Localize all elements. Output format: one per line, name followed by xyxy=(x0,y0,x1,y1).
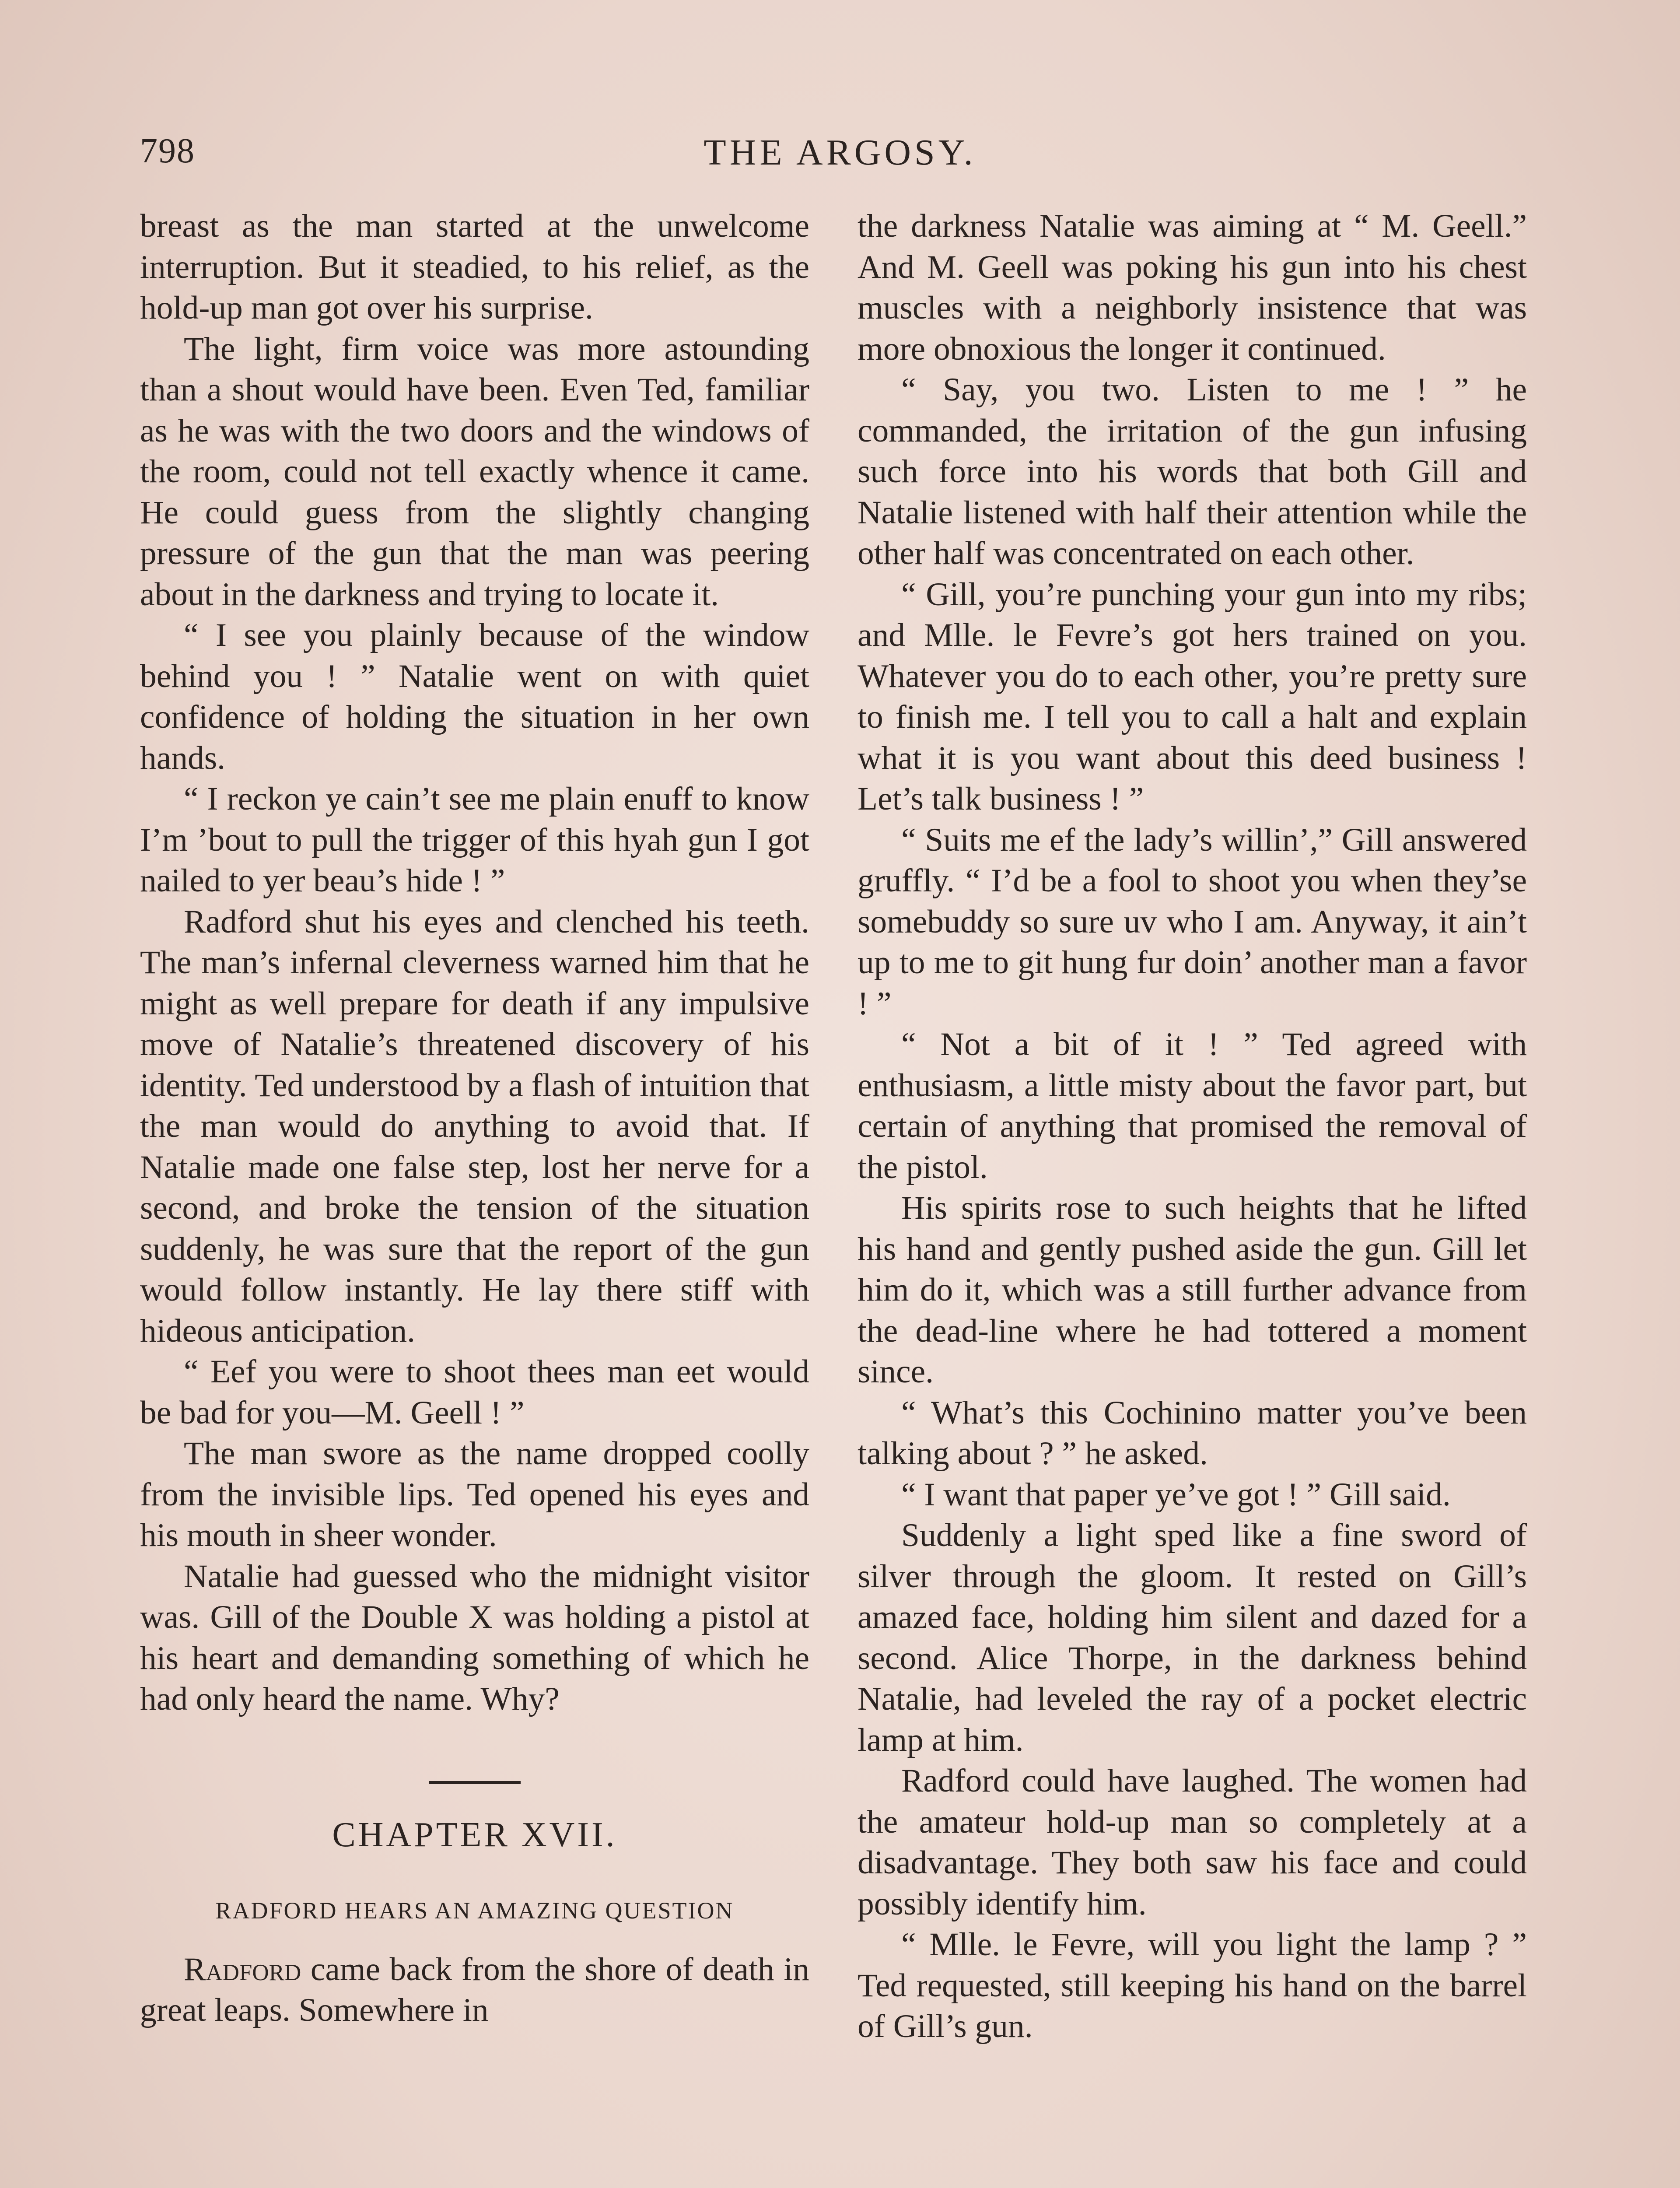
paragraph: His spirits rose to such heights that he lifted his hand and gently pushed aside the gun. Gill let him do it, which was a still further advance from the dead-line where he had tottered a moment since. xyxy=(858,1190,1527,1390)
left-column xyxy=(140,206,809,2031)
paragraph: “ Gill, you’re punching your gun into my ribs; and Mlle. le Fevre’s got hers trained on you. Whatever you do to each other, you’re pretty sure to finish me. I tell you to call a halt and explain what it is you want about this deed business ! Let’s talk business ! ” xyxy=(858,576,1527,817)
paragraph: “ Say, you two. Listen to me ! ” he commanded, the irritation of the gun infusing such force into his words that both Gill and Natalie listened with half their attention while the other half was concentrated on each other. xyxy=(858,372,1527,572)
chapter-subtitle: RADFORD HEARS AN AMAZING QUESTION xyxy=(215,1897,734,1924)
chapter-lead-word: Radford xyxy=(184,1951,301,1988)
paragraph: Suddenly a light sped like a fine sword of silver through the gloom. It rested on Gill’s amazed face, holding him silent and dazed for a second. Alice Thorpe, in the darkness behind Natalie, had leveled the ray of a pocket electric lamp at him. xyxy=(858,1517,1527,1758)
page-number: 798 xyxy=(140,132,195,170)
paragraph: “ I want that paper ye’ve got ! ” Gill said. xyxy=(901,1476,1451,1513)
paragraph: “ Mlle. le Fevre, will you light the lamp ? ” Ted requested, still keeping his hand on the barrel of Gill’s gun. xyxy=(858,1926,1527,2044)
paragraph: Radford shut his eyes and clenched his teeth. The man’s infernal cleverness warned him that he might as well prepare for death if any impulsive move of Natalie’s threatened discovery of his identity. Ted understood by a flash of intuition that the man would do anything to avoid that. If Natalie made one false step, lost her nerve for a second, and broke the tension of the situation suddenly, he was sure that the report of the gun would follow instantly. He lay there stiff with hideous anticipation. xyxy=(140,903,809,1349)
chapter-opening-paragraph xyxy=(140,1949,809,2031)
paragraph: Radford could have laughed. The women had the amateur hold-up man so completely at a disadvantage. They both saw his face and could possibly identify him. xyxy=(858,1763,1527,1922)
paragraph: The man swore as the name dropped coolly from the invisible lips. Ted opened his eyes and his mouth in sheer wonder. xyxy=(140,1435,809,1553)
paragraph: “ Not a bit of it ! ” Ted agreed with enthusiasm, a little misty about the favor part, but certain of anything that promised the removal of the pistol. xyxy=(858,1026,1527,1185)
paragraph: “ What’s this Cochinino matter you’ve been talking about ? ” he asked. xyxy=(858,1394,1527,1472)
paragraph: the darkness Natalie was aiming at “ M. Geell.” And M. Geell was poking his gun into his chest muscles with a neighborly insistence that was more obnoxious the longer it continued. xyxy=(858,208,1527,367)
paragraph: breast as the man started at the unwelcome interruption. But it steadied, to his relief, as the hold-up man got over his surprise. xyxy=(140,208,809,326)
chapter-divider-rule xyxy=(429,1781,521,1784)
paragraph: “ I see you plainly because of the window behind you ! ” Natalie went on with quiet confidence of holding the situation in her own hands. xyxy=(140,617,809,776)
running-head: THE ARGOSY. xyxy=(704,132,976,173)
right-column xyxy=(858,206,1527,2047)
chapter-title: CHAPTER XVII. xyxy=(332,1815,617,1854)
paragraph: “ I reckon ye cain’t see me plain enuff to know I’m ’bout to pull the trigger of this hyah gun I got nailed to yer beau’s hide ! ” xyxy=(140,781,809,899)
paragraph: “ Suits me ef the lady’s willin’,” Gill answered gruffly. “ I’d be a fool to shoot you when they’se somebuddy so sure uv who I am. Anyway, it ain’t up to me to git hung fur doin’ another man a favor ! ” xyxy=(858,821,1527,1022)
chapter-lead-text: came back from the shore of death in great leaps. Somewhere in xyxy=(140,1951,809,2028)
paragraph: “ Eef you were to shoot thees man eet would be bad for you—M. Geell ! ” xyxy=(140,1353,809,1431)
paragraph: Natalie had guessed who the midnight visitor was. Gill of the Double X was holding a pistol at his heart and demanding something of which he had only heard the name. Why? xyxy=(140,1558,809,1717)
paragraph: The light, firm voice was more astounding than a shout would have been. Even Ted, familiar as he was with the two doors and the windows of the room, could not tell exactly whence it came. He could guess from the slightly changing pressure of the gun that the man was peering about in the darkness and trying to locate it. xyxy=(140,330,809,613)
